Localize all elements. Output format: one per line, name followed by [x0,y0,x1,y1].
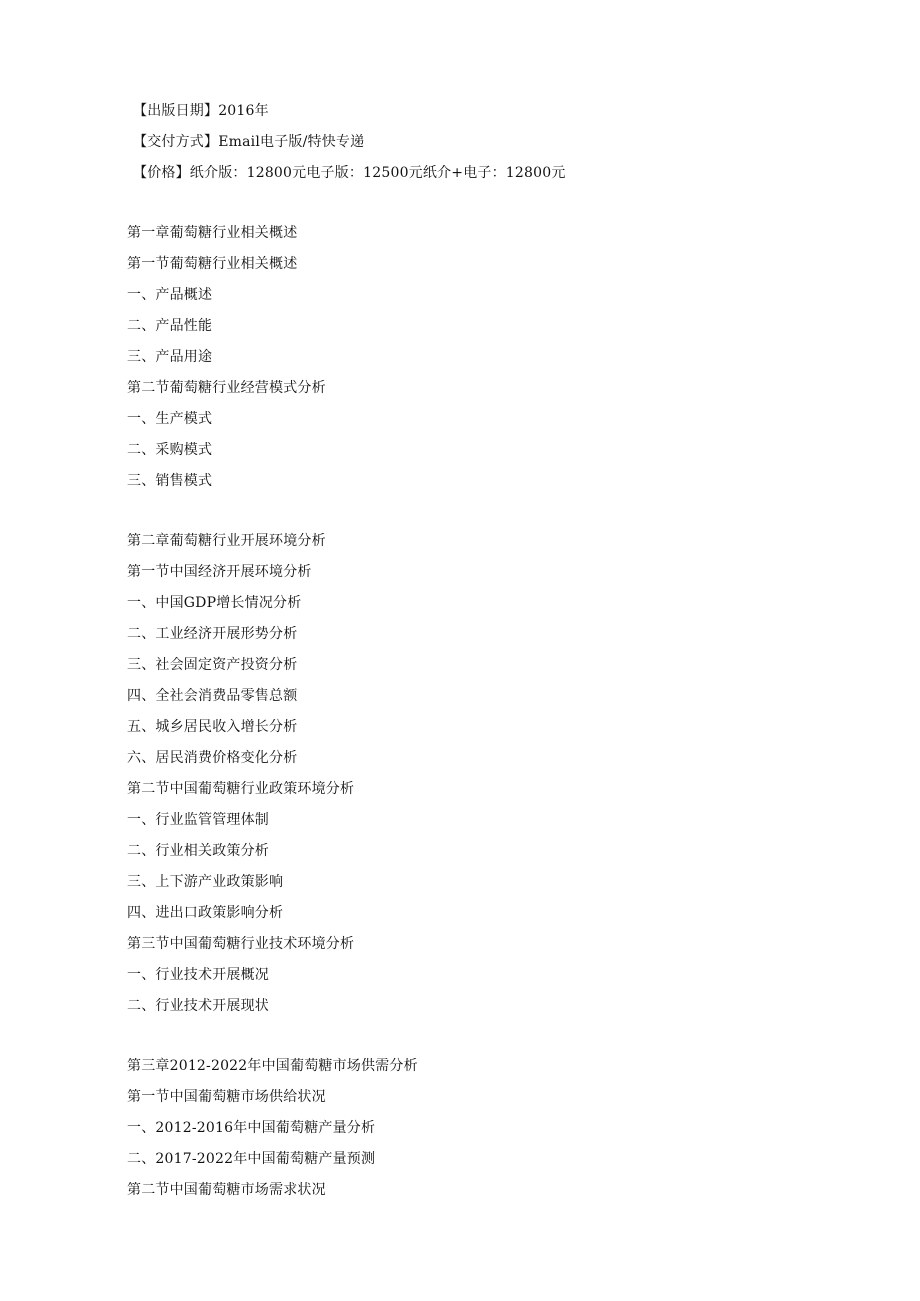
toc-item: 三、产品用途 [127,349,213,365]
chapter-title: 第三章2012-2022年中国葡萄糖市场供需分析 [127,1058,418,1074]
section-title: 第三节中国葡萄糖行业技术环境分析 [127,936,355,952]
toc-item: 四、进出口政策影响分析 [127,905,284,921]
spacer [127,497,827,526]
toc-item: 五、城乡居民收入增长分析 [127,719,298,735]
section-title: 第二节中国葡萄糖市场需求状况 [127,1182,326,1198]
delivery-method: 【交付方式】Email电子版/特快专递 [133,134,365,150]
section-title: 第一节中国经济开展环境分析 [127,564,312,580]
toc-item: 一、2012-2016年中国葡萄糖产量分析 [127,1120,376,1136]
toc-item: 六、居民消费价格变化分析 [127,750,298,766]
section-title: 第一节葡萄糖行业相关概述 [127,256,298,272]
toc-item: 二、行业相关政策分析 [127,843,269,859]
spacer [127,1022,827,1051]
section-title: 第二节葡萄糖行业经营模式分析 [127,380,326,396]
chapter-title: 第一章葡萄糖行业相关概述 [127,225,298,241]
toc-item: 二、产品性能 [127,318,213,334]
toc-item: 一、行业技术开展概况 [127,967,269,983]
price-info: 【价格】纸介版：12800元电子版：12500元纸介+电子：12800元 [133,165,566,181]
toc-item: 三、上下游产业政策影响 [127,874,284,890]
toc-item: 一、生产模式 [127,411,213,427]
spacer [127,189,827,218]
toc-item: 一、行业监管管理体制 [127,812,269,828]
section-title: 第二节中国葡萄糖行业政策环境分析 [127,781,355,797]
section-title: 第一节中国葡萄糖市场供给状况 [127,1089,326,1105]
toc-item: 二、行业技术开展现状 [127,998,269,1014]
toc-item: 一、中国GDP增长情况分析 [127,595,302,611]
toc-item: 二、2017-2022年中国葡萄糖产量预测 [127,1151,376,1167]
publish-date: 【出版日期】2016年 [133,103,269,119]
document-page [127,96,827,1206]
toc-item: 三、销售模式 [127,473,213,489]
toc-item: 四、全社会消费品零售总额 [127,688,298,704]
toc-item: 二、工业经济开展形势分析 [127,626,298,642]
toc-item: 三、社会固定资产投资分析 [127,657,298,673]
chapter-title: 第二章葡萄糖行业开展环境分析 [127,533,326,549]
toc-item: 二、采购模式 [127,442,213,458]
toc-item: 一、产品概述 [127,287,213,303]
